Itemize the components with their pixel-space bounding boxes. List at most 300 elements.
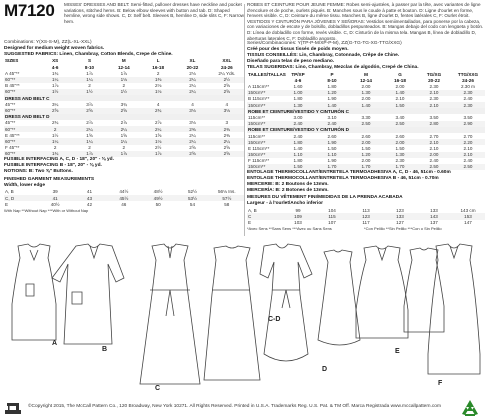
- row-label: E: [5, 201, 9, 207]
- mesures-title: MESURES DU VÊTEMENT FINI/MEDIDAS DE LA PRENDA ACABADA: [247, 195, 403, 201]
- table-cell: 3¾: [120, 101, 128, 107]
- table-cell: M: [121, 58, 126, 64]
- table-cell: 1⅞: [141, 151, 175, 157]
- table-cell: 1.80: [327, 84, 337, 90]
- table-cell: XS: [52, 58, 59, 64]
- table-cell: 2.30: [429, 84, 439, 90]
- section-title: DRESS AND BELT C: [4, 95, 244, 101]
- yardage-table: [4, 58, 244, 157]
- table-cell: 3.00: [293, 114, 303, 120]
- combinations-text: Combinations: Y(XS-S-M), ZZ(L-XL-XXL): [4, 40, 92, 45]
- table-cell: L: [156, 58, 160, 64]
- table-cell: 2.50: [451, 164, 485, 170]
- table-cell: 1⅝: [120, 132, 128, 138]
- table-cell: 2.80: [417, 121, 451, 127]
- table-cell: 2⅝: [223, 145, 231, 151]
- table-cell: 1.50: [395, 145, 405, 151]
- table-cell: 2½: [210, 77, 244, 83]
- dress-d-back: [318, 250, 360, 345]
- table-cell: 3.50: [463, 114, 473, 120]
- table-cell: 2.50: [417, 164, 451, 170]
- table-cell: 1⅝: [154, 132, 162, 138]
- table-cell: 109: [281, 213, 315, 219]
- table-cell: 2.30 m: [460, 84, 476, 90]
- table-cell: 2¼: [210, 138, 244, 144]
- table-cell: 2.60: [395, 133, 405, 139]
- table-cell: 2¼: [72, 126, 106, 132]
- dress-c-back: [204, 246, 260, 380]
- table-cell: 42: [86, 201, 93, 207]
- row-label: 45"**: [5, 120, 16, 126]
- table-cell: 104: [328, 207, 336, 213]
- figure-label-d-text: D: [322, 366, 328, 373]
- table-cell: 1.40: [383, 90, 417, 96]
- table-cell: TG/XG: [426, 71, 442, 77]
- row-label: 115cm**: [248, 133, 266, 139]
- table-cell: 1⅞: [120, 70, 128, 76]
- table-cell: 1.90: [327, 158, 337, 164]
- row-label: A, B: [5, 189, 14, 195]
- table-cell: 2: [122, 145, 126, 151]
- table-cell: 1.70: [315, 164, 349, 170]
- table-cell: 3.30: [361, 114, 371, 120]
- table-cell: 56⅛ Ins.: [218, 189, 236, 195]
- telas-text: TELAS SUGERIDAS: Lino, Chambray, Mezclas de algodón, Crepé de China.: [247, 65, 419, 71]
- table-cell: 4: [156, 101, 160, 107]
- row-label: C: [247, 213, 281, 219]
- series-text: Series/Combinaciones: Y(TP-P-M/XP-P-M), ZZ(G-TG-TG-XG-TTG/XXG): [247, 41, 402, 47]
- table-cell: 2⅛: [154, 83, 162, 89]
- row-label: 60"**: [4, 138, 38, 144]
- table-cell: 133: [430, 207, 438, 213]
- row-label: F 115cm**: [248, 158, 270, 164]
- finished-measurements-title: FINISHED GARMENT MEASUREMENTS: [4, 177, 95, 182]
- table-cell: 2: [122, 83, 126, 89]
- table-cell: 2¼: [189, 83, 196, 89]
- figure-label-b: [102, 346, 107, 353]
- table-cell: 1.10: [281, 152, 315, 158]
- table-cell: 2.00: [361, 84, 371, 90]
- table-cell: 4: [225, 101, 229, 107]
- figure-label-f: [438, 380, 442, 387]
- table-cell: 1⅞: [51, 83, 59, 89]
- table-cell: 99: [295, 207, 301, 213]
- table-cell: 2⅝: [72, 108, 106, 114]
- row-label: B 45"**: [5, 83, 20, 89]
- figure-label-e-text: E: [395, 348, 400, 355]
- table-cell: 2.00: [361, 96, 371, 102]
- pattern-number: M7120: [4, 1, 55, 20]
- finished-measurements-table: [4, 189, 244, 208]
- table-cell: 1⅝: [86, 132, 93, 138]
- table-cell: 54: [189, 201, 196, 207]
- suggested-fabrics-text: SUGGESTED FABRICS: Linen, Chambray, Cotton Blends, Crepe de Chine.: [4, 52, 173, 57]
- sens-footnote-es: *Con Pelillo **Sin Pelillo ***Con o Sin Pelillo: [364, 225, 442, 231]
- dress-e-front: [356, 246, 408, 338]
- table-cell: 1.80: [281, 139, 315, 145]
- table-cell: 44½: [119, 189, 129, 195]
- row-label: 115cm**: [248, 114, 266, 120]
- column-divider: [244, 4, 245, 236]
- table-cell: 2⅝: [107, 108, 141, 114]
- metrage-table: [247, 71, 485, 170]
- table-cell: 2¼: [189, 132, 196, 138]
- table-cell: 24-26: [220, 64, 233, 70]
- table-cell: 1⅛: [107, 77, 141, 83]
- row-label: 150cm**: [247, 164, 281, 170]
- table-cell: 3⅞: [86, 101, 93, 107]
- row-label: A 45"**: [5, 70, 20, 76]
- table-cell: 41: [86, 189, 93, 195]
- dress-a-front: [12, 244, 56, 340]
- row-label: TAILLES/TALLAS: [248, 71, 286, 77]
- table-cell: 24-26: [462, 77, 474, 83]
- table-cell: 2¼: [107, 126, 141, 132]
- table-cell: 123: [349, 213, 383, 219]
- french-description: ROBES ET CEINTURE POUR JEUNE FEMME: Robes semi-ajustées, à passer par la tête, avec variantes de ligne d'encolure et de poche, ourlets piqués. B: Manches sous le coude à patte et bouton. D: Ligne d'ourlet en forme, l'envers visible. C, D: Ceinture du même tissu. Manches B, ligne d'ourlet D, fentes latérales C, F: Ourlet étroit.: [247, 2, 481, 19]
- cree-text: Créé pour des tissus tissés de poids moyen.: [247, 47, 349, 53]
- figure-label-cd-text: C-D: [268, 316, 281, 323]
- table-cell: 2.10: [429, 145, 439, 151]
- table-cell: 127: [396, 220, 404, 226]
- table-cell: 1.60: [293, 84, 303, 90]
- table-cell: 2.90: [451, 121, 485, 127]
- table-cell: 1.30: [281, 102, 315, 108]
- table-cell: 2.10: [417, 90, 451, 96]
- table-cell: 2: [53, 145, 57, 151]
- table-cell: 147: [464, 220, 472, 226]
- table-cell: 1¼: [38, 138, 72, 144]
- dress-b-front: [52, 244, 124, 344]
- table-cell: 2⅞: [86, 120, 93, 126]
- table-cell: 1¾: [38, 151, 72, 157]
- row-label: C, D: [4, 195, 38, 201]
- sens-footnote-fr: *Avec Sens **Sans Sens ***Avec ou Sans Sens: [247, 225, 332, 231]
- table-cell: 1.40: [349, 102, 383, 108]
- row-label: 60"**: [4, 89, 38, 95]
- table-cell: 143 cm: [460, 207, 476, 213]
- table-cell: 2⅜: [210, 126, 244, 132]
- table-cell: 1.20: [349, 152, 383, 158]
- row-label: E 45"**: [5, 132, 20, 138]
- table-cell: 2⅝: [210, 89, 244, 95]
- table-cell: 2.50: [349, 121, 383, 127]
- table-cell: 3⅛: [175, 108, 209, 114]
- table-cell: 45½: [107, 195, 141, 201]
- table-cell: 1¾: [51, 70, 59, 76]
- row-label: 150cm**: [247, 90, 281, 96]
- table-cell: 2.40: [463, 96, 473, 102]
- table-cell: 1½: [38, 89, 72, 95]
- table-cell: 2⅞: [154, 120, 162, 126]
- figure-label-e: [395, 348, 400, 355]
- table-cell: 4-6: [51, 64, 59, 70]
- row-label: 150cm**: [247, 121, 281, 127]
- spanish-description: VESTIDOS Y CINTURÓN PARA JÓVENES Y SEÑORAS: Vestidos semiimentallados, para ponerse por la cabeza, con variaciones de escote y de bolsillo, dobladillos pespunteados. B: Mangas debajo del codo con lengüeta y botón. D: Línea de dobladillo con forme, revés visible. C, D: Cinturón de la misma tela. Mangas B, línea de dobladillo D, aberturas laterales C, F: Dobladillo angosto.: [247, 18, 484, 41]
- table-cell: 117: [362, 220, 370, 226]
- table-cell: 2.10: [451, 152, 485, 158]
- row-label: A, B: [248, 207, 257, 213]
- table-cell: 2⅜: [223, 132, 231, 138]
- table-cell: 2⅛: [189, 70, 196, 76]
- sewing-machine-icon: [4, 400, 22, 416]
- french-spanish-column: [247, 2, 485, 232]
- table-cell: 3.50: [429, 114, 439, 120]
- table-cell: 2.10: [417, 139, 451, 145]
- row-label: E 115cm**: [248, 145, 270, 151]
- row-label: E: [248, 220, 252, 226]
- figure-label-a-text: A: [52, 340, 58, 347]
- table-cell: 2¼: [175, 138, 209, 144]
- figure-label-f-text: F: [438, 380, 443, 387]
- table-cell: 48½: [153, 189, 163, 195]
- table-cell: 2.30: [451, 102, 485, 108]
- table-cell: 53½: [175, 195, 209, 201]
- table-cell: 2¼ Yds.: [218, 70, 236, 76]
- table-cell: 1.20: [315, 90, 349, 96]
- table-cell: 2.60: [361, 133, 371, 139]
- table-cell: 16-18: [152, 64, 165, 70]
- table-cell: 50: [155, 201, 161, 207]
- table-cell: 2.30: [451, 90, 485, 96]
- table-cell: 115: [315, 213, 349, 219]
- table-cell: 137: [430, 220, 438, 226]
- table-cell: 20-22: [186, 64, 199, 70]
- table-cell: 1¼: [38, 77, 72, 83]
- dress-d-front: [260, 244, 312, 361]
- table-cell: 52½: [188, 189, 197, 195]
- table-cell: 2.00: [383, 139, 417, 145]
- table-cell: 2⅝: [223, 83, 231, 89]
- table-cell: 107: [328, 220, 336, 226]
- table-cell: 12-14: [117, 64, 130, 70]
- table-cell: 2.10: [417, 102, 451, 108]
- table-cell: 2⅜: [175, 126, 209, 132]
- website-link[interactable]: www.mccallpattern.com: [390, 404, 441, 409]
- table-cell: 2¼: [175, 89, 209, 95]
- table-cell: 1½: [107, 89, 141, 95]
- dress-f-front: [428, 244, 480, 374]
- table-cell: 2: [156, 70, 160, 76]
- table-cell: 8-10: [327, 77, 337, 83]
- mesures-table: [247, 207, 485, 226]
- table-cell: 1.50: [281, 164, 315, 170]
- table-cell: 2.50: [383, 121, 417, 127]
- table-cell: 1¼: [72, 138, 106, 144]
- row-label: 60"**: [4, 77, 38, 83]
- row-label: 150cm**: [247, 152, 281, 158]
- table-cell: 1.40: [315, 102, 349, 108]
- row-label: A 115cm**: [248, 84, 270, 90]
- table-cell: 2.10: [395, 96, 405, 102]
- table-cell: 2.70: [429, 133, 439, 139]
- finished-measurements-sub: Width, lower edge: [4, 183, 45, 188]
- footer: [0, 398, 488, 419]
- table-cell: 2½: [154, 145, 162, 151]
- table-cell: 2.00: [349, 139, 383, 145]
- figure-label-a: [52, 340, 57, 347]
- table-cell: 39: [52, 189, 58, 195]
- figure-label-d: [322, 366, 327, 373]
- table-cell: 1.80: [293, 158, 303, 164]
- table-cell: 46: [121, 201, 127, 207]
- table-cell: 1⅜: [141, 77, 175, 83]
- row-label: 60"**: [4, 151, 38, 157]
- table-cell: 1.50: [327, 145, 337, 151]
- table-cell: XXL: [222, 58, 232, 64]
- table-cell: 1.50: [383, 102, 417, 108]
- table-cell: 1.90: [327, 96, 337, 102]
- row-label: B 115cm**: [248, 96, 270, 102]
- english-header: [4, 2, 244, 40]
- designed-for-text: Designed for medium weight woven fabrics.: [4, 46, 105, 51]
- row-label: 150cm**: [247, 102, 281, 108]
- fusible-interfacing-2: FUSIBLE INTERFACING B - 18", 20" - ⅜ yd.: [4, 163, 102, 168]
- fusible-interfacing-1: FUSIBLE INTERFACING A, C, D - 18", 20" - ⅜ yd.: [4, 157, 114, 162]
- table-cell: 16-18: [394, 77, 406, 83]
- table-cell: 2.20: [451, 139, 485, 145]
- table-cell: 1¼: [107, 138, 141, 144]
- row-label: 45"**: [5, 101, 16, 107]
- table-cell: 1¼: [72, 77, 106, 83]
- table-cell: 1⅞: [86, 70, 93, 76]
- table-cell: 1½: [72, 89, 106, 95]
- row-label: 60"**: [4, 126, 38, 132]
- table-cell: 2.40: [315, 121, 349, 127]
- table-cell: 2.00: [361, 158, 371, 164]
- table-cell: 2¾: [51, 120, 59, 126]
- english-column: [4, 2, 244, 214]
- table-cell: 2¼: [175, 77, 209, 83]
- table-cell: 1½: [51, 132, 59, 138]
- table-cell: 20-22: [428, 77, 440, 83]
- entolage-1: ENTOLAGE THERMOCOLLANT/ENTRETELA TERMOADHESIVA A, C, D - 46, 51cm - 0.60m: [247, 170, 451, 176]
- table-cell: 2.40: [463, 158, 473, 164]
- recycle-icon: [460, 399, 480, 417]
- table-cell: 1.80: [293, 96, 303, 102]
- table-cell: 1⅞: [107, 151, 141, 157]
- table-cell: 1.70: [349, 164, 383, 170]
- table-cell: 143: [417, 213, 451, 219]
- table-cell: 1.50: [361, 145, 371, 151]
- table-cell: 2.60: [327, 133, 337, 139]
- table-cell: 4-6: [294, 77, 302, 83]
- table-cell: 2.30: [429, 96, 439, 102]
- table-cell: 2⅝: [189, 145, 196, 151]
- table-cell: TTG/XXG: [457, 71, 479, 77]
- row-label: SIZES: [5, 58, 19, 64]
- table-cell: 1.40: [293, 145, 303, 151]
- table-cell: 43: [72, 195, 106, 201]
- table-cell: 2⅞: [120, 120, 128, 126]
- row-label: 60"**: [4, 108, 38, 114]
- table-cell: 1⅛: [141, 138, 175, 144]
- table-cell: 41: [38, 195, 72, 201]
- table-cell: 1.90: [315, 139, 349, 145]
- table-cell: 2.40: [429, 158, 439, 164]
- table-cell: 2.00: [417, 152, 451, 158]
- table-cell: 2¾: [141, 108, 175, 114]
- table-cell: 3: [225, 120, 229, 126]
- section-title: DRESS AND BELT D: [4, 114, 244, 120]
- table-cell: 103: [294, 220, 302, 226]
- table-cell: 113: [362, 207, 370, 213]
- disenado-text: Diseñado para telas de peso mediano.: [247, 59, 335, 65]
- garment-illustrations: [4, 244, 484, 394]
- table-cell: 12-14: [360, 77, 372, 83]
- section-title: ROBE ET CEINTURE/VESTIDO Y CINTURÓN D: [247, 127, 485, 133]
- table-cell: 2.00: [395, 84, 405, 90]
- table-cell: 3⅛: [210, 108, 244, 114]
- table-cell: 2¼: [141, 126, 175, 132]
- table-cell: 3.40: [395, 114, 405, 120]
- table-cell: 40½: [50, 201, 60, 207]
- table-cell: 58: [224, 201, 230, 207]
- table-cell: M: [364, 71, 368, 77]
- entolage-2: ENTOLAGE THERMOCOLLANT/ENTRETELA TERMOADHESIVA B - 46, 51cm - 0.70m: [247, 176, 439, 182]
- table-cell: 2⅝: [210, 151, 244, 157]
- figure-label-c-text: C: [155, 385, 161, 392]
- table-cell: XL: [189, 58, 196, 64]
- tissus-text: TISSUS CONSEILLÉS: Lin, Chambray, Cotonnade, Crêpe de Chine.: [247, 53, 400, 59]
- table-cell: 1.70: [383, 164, 417, 170]
- table-cell: 1.30: [349, 90, 383, 96]
- dress-c-front: [140, 244, 200, 384]
- table-cell: 2.10: [463, 145, 473, 151]
- table-cell: 2.30: [395, 158, 405, 164]
- table-cell: 1.30: [383, 152, 417, 158]
- table-cell: 1.10: [315, 152, 349, 158]
- table-cell: 2⅝: [175, 151, 209, 157]
- table-cell: 2.40: [293, 133, 303, 139]
- table-cell: 4: [191, 101, 194, 107]
- table-cell: 2⅝: [38, 108, 72, 114]
- row-label: 150cm**: [247, 139, 281, 145]
- table-cell: G: [398, 71, 402, 77]
- table-cell: 2.40: [281, 121, 315, 127]
- table-cell: TP/XP: [291, 71, 305, 77]
- sens-footnote: [247, 226, 485, 232]
- table-cell: 49½: [141, 195, 175, 201]
- table-cell: 153: [451, 213, 485, 219]
- merceria-text: MERCERÍA: B: 2 Botones de 13mm.: [247, 188, 329, 194]
- table-cell: S: [87, 58, 92, 64]
- table-cell: 123: [396, 207, 404, 213]
- mesures-sub: Largeur - à l'ourlet/Ancho inferior: [247, 201, 324, 207]
- nap-footnote: With Nap **Without Nap ***With or Without Nap: [4, 207, 89, 213]
- figure-label-c: [155, 385, 160, 392]
- table-cell: 1⅛: [141, 89, 175, 95]
- table-cell: 2: [38, 126, 72, 132]
- copyright-main: ©Copyright 2015, The McCall Pattern Co., 120 Broadway, New York 10271. All Rights Reserved. Printed in U.S.A. Trademarks Reg. U.S. Pat. & TM Off. Marca Registrada: [28, 404, 390, 409]
- notions-text: NOTIONS: B: Two ⅝" Buttons.: [4, 169, 73, 174]
- table-cell: 133: [383, 213, 417, 219]
- table-cell: 1.00: [281, 90, 315, 96]
- row-label: F 45"**: [5, 145, 20, 151]
- table-cell: 3¼: [51, 101, 59, 107]
- section-title: ROBE ET CEINTURE/VESTIDO Y CINTURÓN C: [247, 108, 485, 114]
- table-cell: 2: [88, 145, 91, 151]
- mercerie-text: MERCERIE: B: 2 Boutons de 13mm.: [247, 182, 329, 188]
- table-cell: 8-10: [84, 64, 95, 70]
- pattern-description: MISSES' DRESSES AND BELT: Semi-fitted, pullover dresses have neckline and pocket variations, stitched hems. B: Below elbow sleeves with button and tab. D: Shaped hemline, wrong side shows. C, D: Self belt. Sleeves B, hemline D, side slits C, F: Narrow hem.: [64, 2, 244, 24]
- figure-label-cd: [268, 316, 280, 323]
- table-cell: 2: [88, 83, 91, 89]
- table-cell: 3.10: [327, 114, 337, 120]
- figure-label-b-text: B: [102, 346, 108, 353]
- copyright-text: [28, 404, 441, 409]
- table-cell: 3⅛: [189, 120, 196, 126]
